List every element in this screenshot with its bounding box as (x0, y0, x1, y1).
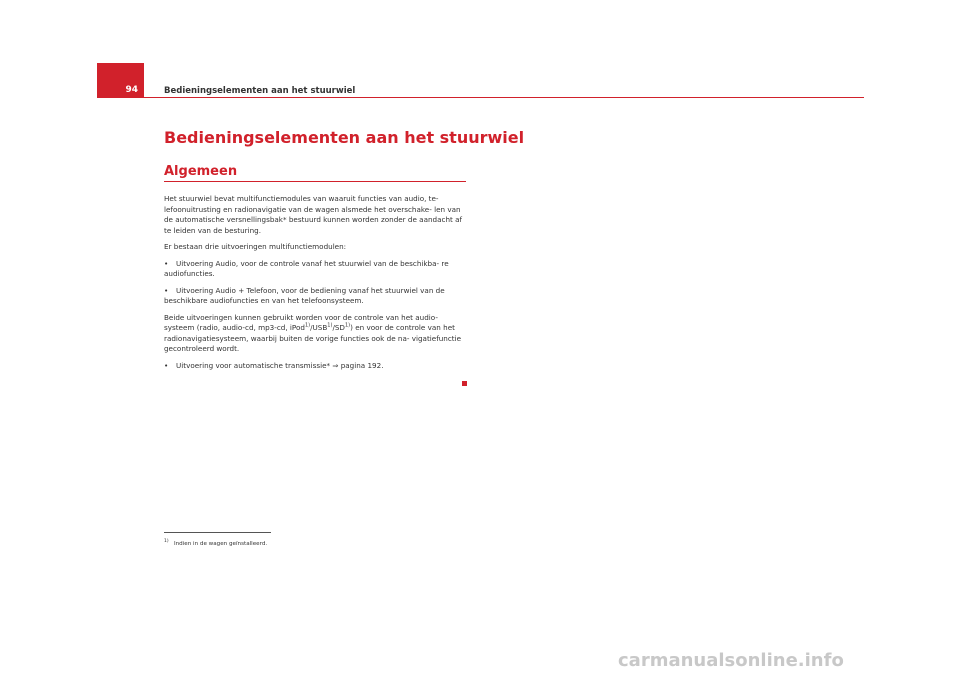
page-number-box (97, 63, 144, 98)
footnote-ref: 1) (344, 322, 351, 329)
body-text (164, 194, 469, 377)
section-rule (164, 181, 466, 182)
page-number: 94 (125, 85, 138, 95)
bullet-icon: • (164, 360, 169, 370)
paragraph-text: ) en voor de controle van het radionavigatiesysteem, waarbij buiten de vorige functies ook de na- vigatiefunctie gecontroleerd wordt. (164, 323, 462, 353)
paragraph-both-versions (164, 313, 469, 355)
footnote-text: Indien in de wagen geïnstalleerd. (173, 541, 268, 547)
section-title: Algemeen (164, 164, 238, 179)
paragraph-text: /USB (310, 323, 328, 332)
paragraph-text: Beide uitvoeringen kunnen gebruikt worden voor de controle van het audio- systeem (radio, audio-cd, mp3-cd, iPod (164, 312, 438, 332)
footnote-marker: 1) (164, 539, 169, 545)
bullet-icon: • (164, 285, 169, 295)
bullet-item (164, 259, 469, 280)
footnote-ref: 1) (327, 322, 333, 329)
running-header-title: Bedieningselementen aan het stuurwiel (164, 86, 356, 96)
page-title: Bedieningselementen aan het stuurwiel (164, 128, 525, 147)
footnote-rule (164, 532, 271, 533)
paragraph-text: /SD (332, 323, 345, 332)
bullet-item (164, 361, 469, 372)
paragraph-intro: Het stuurwiel bevat multifunctiemodules van waaruit functies van audio, te- lefoonuitrusting en radionavigatie van de wagen alsmede het overschake- len van de automatische versnellingsbak* bestuurd kunnen worden zonder de aandacht af te leiden van de besturing. (164, 194, 463, 235)
bullet-icon: • (164, 258, 169, 268)
section-end-marker-icon (462, 381, 467, 386)
bullet-text: Uitvoering Audio, voor de controle vanaf het stuurwiel van de beschikba- re audiofuncties. (164, 258, 449, 278)
footnote (164, 541, 267, 547)
watermark: carmanualsonline.info (618, 650, 844, 671)
bullet-item (164, 286, 469, 307)
header-rule (144, 97, 864, 98)
bullet-text: Uitvoering Audio + Telefoon, voor de bediening vanaf het stuurwiel van de beschikbare audiofuncties en van het telefoonsysteem. (164, 285, 445, 305)
paragraph-versions: Er bestaan drie uitvoeringen multifunctiemodulen: (164, 242, 347, 251)
bullet-text: Uitvoering voor automatische transmissie* ⇒ pagina 192. (176, 360, 384, 370)
footnote-ref: 1) (304, 322, 311, 329)
